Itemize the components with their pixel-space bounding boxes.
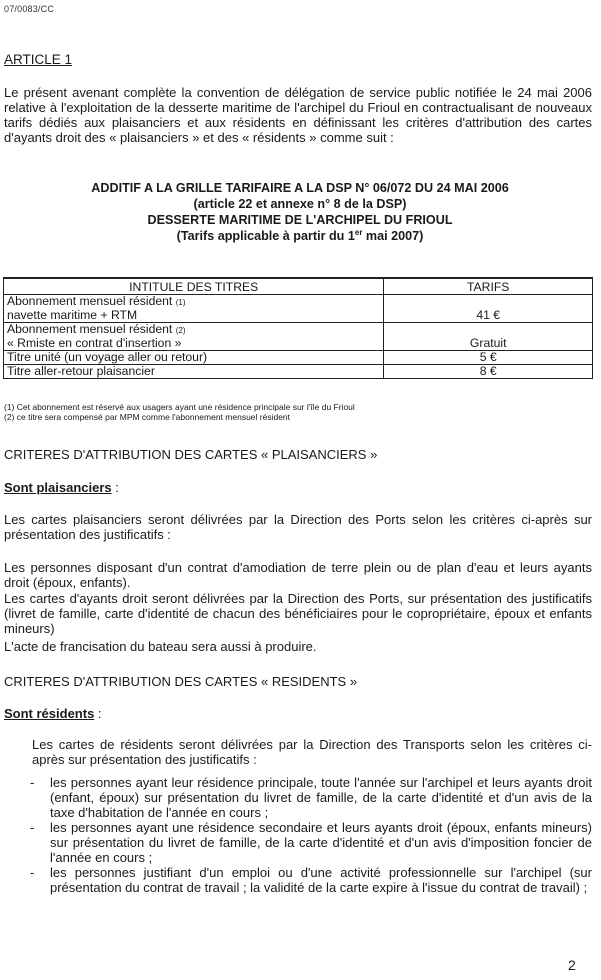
- residents-criteria-list: [0, 775, 592, 895]
- list-item: - les personnes justifiant d'un emploi ou d'une activité professionnelle sur l'archipel (sur présentation du contrat de travail ; la validité de la carte expire à l'issue du contrat de travail) ;: [30, 865, 592, 895]
- row-label: Titre aller-retour plaisancier: [4, 365, 384, 379]
- row-label: Abonnement mensuel résident (2) « Rmiste en contrat d'insertion »: [4, 323, 384, 351]
- footnote-2: (2) ce titre sera compensé par MPM comme l'abonnement mensuel résident: [4, 412, 291, 422]
- title-line-3: DESSERTE MARITIME DE L'ARCHIPEL DU FRIOUL: [147, 213, 453, 227]
- row-price: 41 €: [384, 295, 593, 323]
- header-titles: INTITULE DES TITRES: [4, 278, 384, 295]
- plaisanciers-subtitle: Sont plaisanciers :: [4, 480, 119, 495]
- table-row: [4, 295, 593, 323]
- tariff-title-block: [10, 180, 590, 244]
- plaisanciers-paragraph-4: L'acte de francisation du bateau sera aussi à produire.: [4, 639, 317, 654]
- tariff-table: [3, 277, 593, 379]
- title-line-1: ADDITIF A LA GRILLE TARIFAIRE A LA DSP N° 06/072 DU 24 MAI 2006: [91, 181, 509, 195]
- header-tarifs: TARIFS: [384, 278, 593, 295]
- plaisanciers-paragraph-1: Les cartes plaisanciers seront délivrées par la Direction des Ports selon les critères ci-après sur présentation des justificatifs :: [4, 512, 592, 542]
- table-header-row: [4, 278, 593, 295]
- table-row: [4, 323, 593, 351]
- residents-section-title: CRITERES D'ATTRIBUTION DES CARTES « RESIDENTS »: [4, 674, 358, 689]
- footnote-1: (1) Cet abonnement est réservé aux usagers ayant une résidence principale sur l'île du Frioul: [4, 402, 355, 412]
- plaisanciers-paragraph-2: Les personnes disposant d'un contrat d'amodiation de terre plein ou de plan d'eau et leurs ayants droit (époux, enfants).: [4, 560, 592, 590]
- row-label: Abonnement mensuel résident (1) navette maritime + RTM: [4, 295, 384, 323]
- row-price: 5 €: [384, 351, 593, 365]
- article-heading: ARTICLE 1: [4, 52, 73, 67]
- list-item: - les personnes ayant une résidence secondaire et leurs ayants droit (époux, enfants mineurs) sur présentation du livret de famille, de la carte d'identité et d'un avis d'imposition foncier de l'année en cours ;: [30, 820, 592, 865]
- plaisanciers-section-title: CRITERES D'ATTRIBUTION DES CARTES « PLAISANCIERS »: [4, 447, 378, 462]
- row-label: Titre unité (un voyage aller ou retour): [4, 351, 384, 365]
- table-row: [4, 365, 593, 379]
- title-line-2: (article 22 et annexe n° 8 de la DSP): [193, 197, 407, 211]
- row-price: Gratuit: [384, 323, 593, 351]
- table-footnotes: [4, 402, 594, 422]
- list-item: - les personnes ayant leur résidence principale, toute l'année sur l'archipel et leurs ayants droit (enfant, époux) sur présentation du livret de famille, de la carte d'identité et d'un avis de la taxe d'habitation de l'année en cours ;: [30, 775, 592, 820]
- plaisanciers-paragraph-3: Les cartes d'ayants droit seront délivrées par la Direction des Ports, sur présentation des justificatifs (livret de famille, carte d'identité de chacun des bénéficiaires pour le copropriétaire, époux et enfants mineurs): [4, 591, 592, 636]
- document-reference: 07/0083/CC: [4, 4, 55, 14]
- residents-paragraph-1: Les cartes de résidents seront délivrées par la Direction des Transports selon les critères ci-après sur présentation des justificatifs :: [32, 737, 592, 767]
- row-price: 8 €: [384, 365, 593, 379]
- table-row: [4, 351, 593, 365]
- residents-subtitle: Sont résidents :: [4, 706, 102, 721]
- intro-paragraph: Le présent avenant complète la convention de délégation de service public notifiée le 24 mai 2006 relative à l'exploitation de la desserte maritime de l'archipel du Frioul en contractualisant de nouveaux tarifs dédiés aux plaisanciers et aux résidents en définissant les critères d'attribution des cartes d'ayants droit des « plaisanciers » et des « résidents » comme suit :: [4, 85, 592, 145]
- page-number: 2: [568, 957, 576, 973]
- title-line-4: (Tarifs applicable à partir du 1er mai 2007): [176, 227, 424, 243]
